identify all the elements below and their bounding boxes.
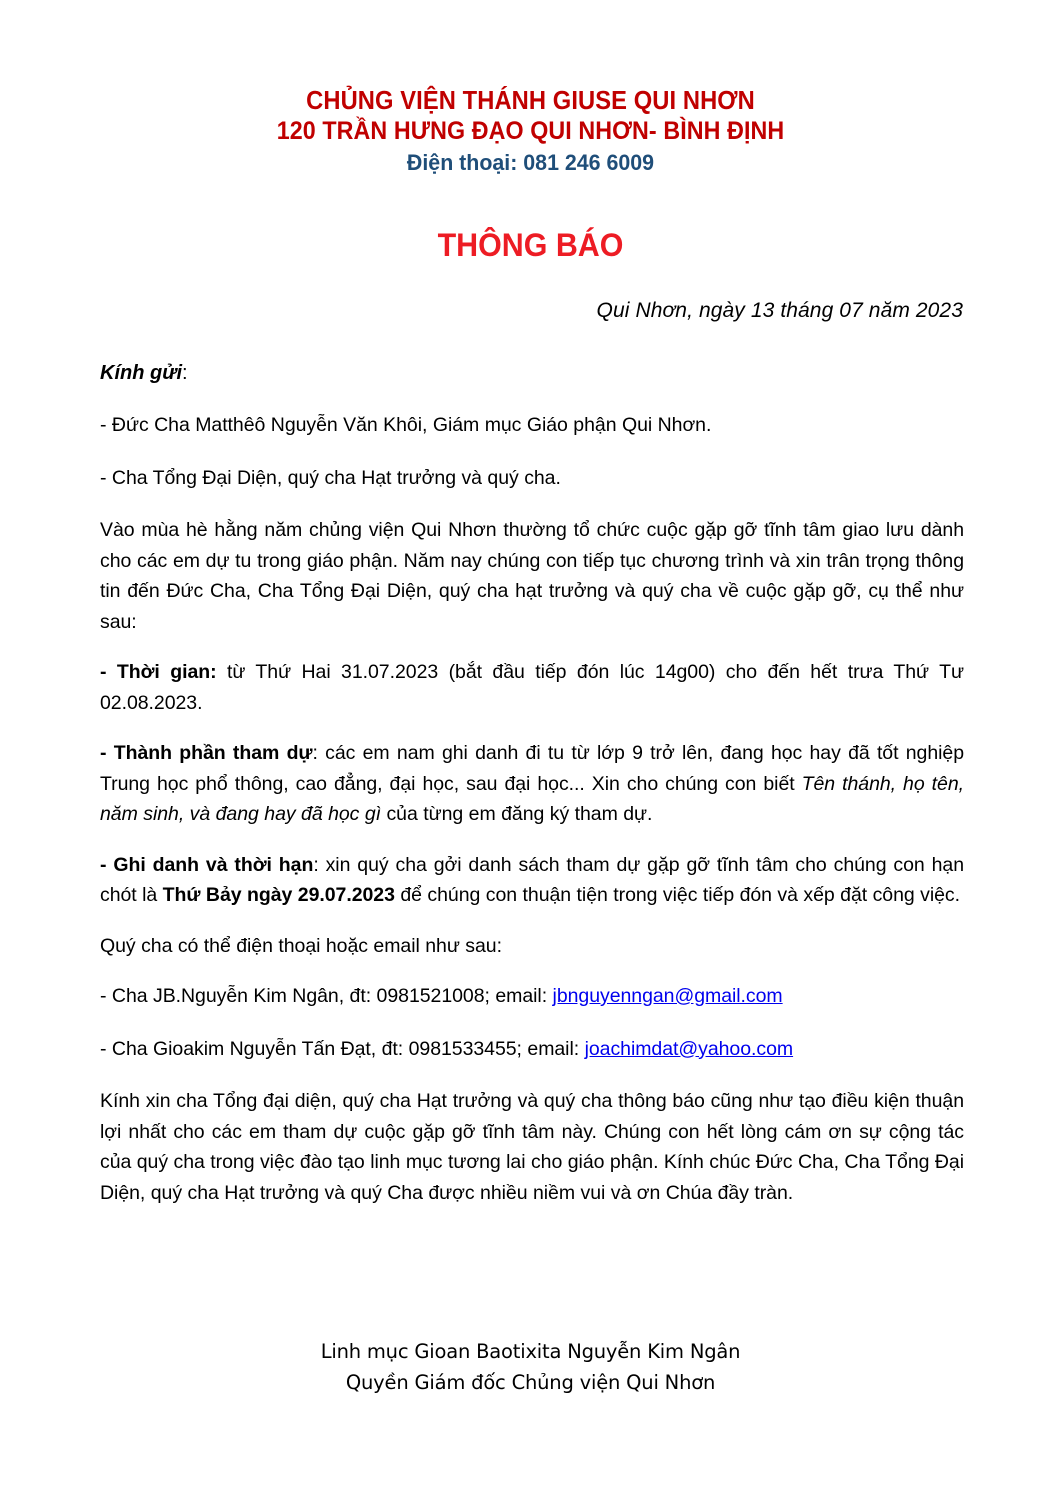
section-participants-dash: -	[100, 742, 114, 764]
date-line: Qui Nhơn, ngày 13 tháng 07 năm 2023	[596, 299, 963, 322]
section-participants-text-part1: : các em nam ghi danh đi tu từ lớp 9 trở lên, đang học hay đã tốt nghiệp Trung học phổ thông, cao đẳng, đại học, sau đại học... Xin cho chúng con biết	[100, 742, 965, 795]
organization-address: 120 TRẦN HƯNG ĐẠO QUI NHƠN- BÌNH ĐỊNH	[276, 117, 785, 145]
contact-lead-in: Quý cha có thể điện thoại hoặc email như sau:	[100, 934, 502, 957]
section-registration-label: Ghi danh và thời hạn	[113, 853, 314, 876]
salutation-colon: :	[182, 362, 188, 384]
signatory-role: Quyền Giám đốc Chủng viện Qui Nhơn	[345, 1371, 716, 1394]
organization-name: CHỦNG VIỆN THÁNH GIUSE QUI NHƠN	[306, 87, 755, 115]
contact-2-email-link[interactable]: joachimdat@yahoo.com	[584, 1037, 794, 1060]
section-time-text: từ Thứ Hai 31.07.2023 (bắt đầu tiếp đón lúc 14g00) cho đến hết trưa Thứ Tư 02.08.2023.	[100, 661, 964, 714]
section-participants	[100, 738, 964, 830]
section-time	[100, 657, 964, 718]
contact-2-text: - Cha Gioakim Nguyễn Tấn Đạt, đt: 0981533455; email:	[100, 1037, 585, 1060]
recipient-line-1: - Đức Cha Matthêô Nguyễn Văn Khôi, Giám mục Giáo phận Qui Nhơn.	[100, 414, 712, 436]
salutation	[100, 360, 964, 386]
contact-1-email-link[interactable]: jbnguyenngan@gmail.com	[552, 985, 783, 1007]
contact-1-text: - Cha JB.Nguyễn Kim Ngân, đt: 0981521008; email:	[100, 985, 553, 1007]
recipient-line-2: - Cha Tổng Đại Diện, quý cha Hạt trưởng và quý cha.	[100, 466, 561, 489]
section-participants-italic-run: Tên thánh, họ tên, năm sinh, và đang hay đã học gì	[100, 772, 965, 825]
signatory-name: Linh mục Gioan Baotixita Nguyễn Kim Ngân	[320, 1340, 741, 1363]
section-registration-text-part1: : xin quý cha gởi danh sách tham dự gặp gỡ tĩnh tâm cho chúng con hạn chót là	[100, 853, 964, 906]
section-registration-text-part2: để chúng con thuận tiện trong việc tiếp đón và xếp đặt công việc.	[394, 884, 960, 906]
signature-block	[0, 1336, 1061, 1398]
letterhead	[0, 0, 1061, 178]
contact-line-1	[100, 981, 964, 1012]
contact-line-2	[100, 1034, 964, 1065]
section-registration-deadline: Thứ Bảy ngày 29.07.2023	[162, 884, 395, 906]
section-time-label: Thời gian:	[116, 661, 217, 683]
section-registration	[100, 850, 964, 911]
intro-paragraph: Vào mùa hè hằng năm chủng viện Qui Nhơn thường tổ chức cuộc gặp gỡ tĩnh tâm giao lưu dành cho các em dự tu trong giáo phận. Năm nay chúng con tiếp tục chương trình và xin trân trọng thông tin đến Đức Cha, Cha Tổng Đại Diện, quý cha hạt trưởng và quý cha về cuộc gặp gỡ, cụ thể như sau:	[100, 519, 964, 633]
closing-paragraph: Kính xin cha Tổng đại diện, quý cha Hạt trưởng và quý cha thông báo cũng như tạo điều kiện thuận lợi nhất cho các em tham dự cuộc gặp gỡ tĩnh tâm này. Chúng con hết lòng cám ơn sự cộng tác của quý cha trong việc đào tạo linh mục tương lai cho giáo phận. Kính chúc Đức Cha, Cha Tổng Đại Diện, quý cha Hạt trưởng và quý Cha được nhiều niềm vui và ơn Chúa đầy tràn.	[100, 1090, 964, 1204]
section-time-dash: -	[100, 661, 117, 683]
section-participants-text-part2: của từng em đăng ký tham dự.	[381, 803, 653, 825]
document-body	[100, 360, 964, 1228]
section-participants-label: Thành phần tham dự	[113, 742, 313, 764]
page-title: THÔNG BÁO	[437, 227, 624, 263]
section-registration-dash: -	[100, 853, 114, 876]
salutation-label: Kính gửi	[100, 362, 183, 384]
organization-phone: Điện thoại: 081 246 6009	[406, 150, 655, 175]
